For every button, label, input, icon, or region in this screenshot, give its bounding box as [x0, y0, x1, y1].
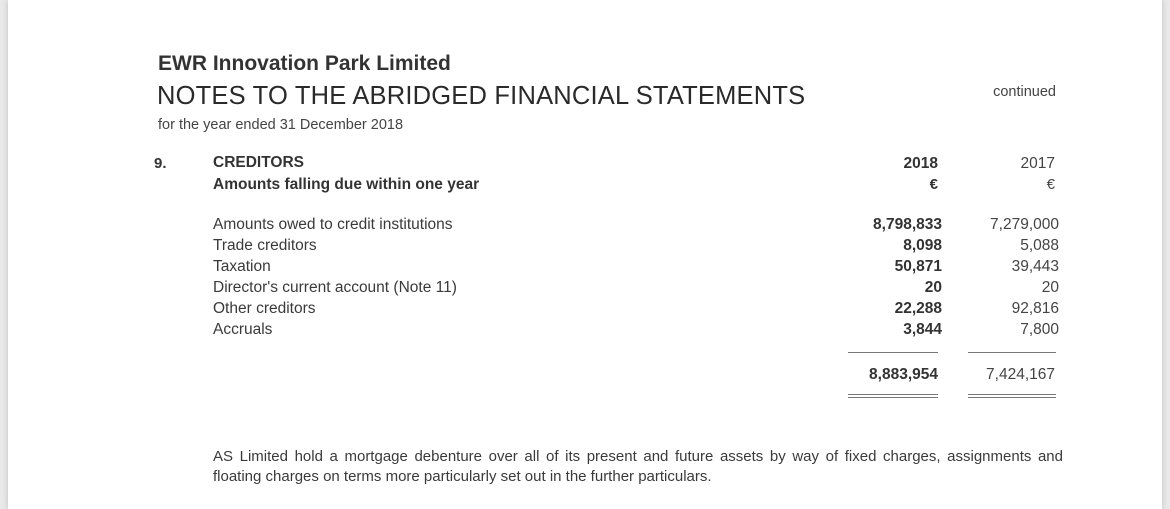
- table-row: [213, 300, 1073, 321]
- table-row: [213, 237, 1073, 258]
- row-value-current: 22,288: [894, 300, 942, 317]
- total-prior: 7,424,167: [986, 366, 1055, 383]
- row-value-current: 8,798,833: [873, 216, 942, 233]
- row-value-prior: 92,816: [1011, 300, 1059, 317]
- document-title: NOTES TO THE ABRIDGED FINANCIAL STATEMENTS: [157, 82, 806, 110]
- table-row: [213, 216, 1073, 237]
- row-value-prior: 5,088: [1020, 237, 1059, 254]
- table-row: [213, 258, 1073, 279]
- row-label: Amounts owed to credit institutions: [213, 216, 453, 233]
- row-value-current: 3,844: [903, 321, 942, 338]
- row-value-prior: 7,279,000: [990, 216, 1059, 233]
- currency-current: €: [929, 176, 938, 193]
- row-label: Taxation: [213, 258, 271, 275]
- document-page: [8, 0, 1162, 509]
- section-title: CREDITORS: [213, 154, 305, 171]
- row-label: Accruals: [213, 321, 273, 338]
- table-row: [213, 279, 1073, 300]
- mortgage-footnote: AS Limited hold a mortgage debenture over all of its present and future assets by way of fixed charges, assignments and floating charges on terms more particularly set out in the further particulars.: [213, 448, 1063, 485]
- currency-prior: €: [1046, 176, 1055, 193]
- subtotal-rule-prior: [968, 352, 1056, 353]
- total-double-rule-prior-bottom: [968, 397, 1056, 398]
- row-value-current: 20: [924, 279, 942, 296]
- total-double-rule-prior-top: [968, 394, 1056, 395]
- row-value-prior: 7,800: [1020, 321, 1059, 338]
- row-value-prior: 20: [1041, 279, 1059, 296]
- row-value-current: 50,871: [894, 258, 942, 275]
- row-value-prior: 39,443: [1011, 258, 1059, 275]
- note-number: 9.: [154, 155, 167, 172]
- row-label: Other creditors: [213, 300, 316, 317]
- company-name: EWR Innovation Park Limited: [158, 52, 451, 75]
- total-double-rule-current-top: [848, 394, 938, 395]
- continued-label: continued: [993, 84, 1056, 100]
- column-header-current-year: 2018: [903, 155, 938, 172]
- creditors-table: [213, 216, 1073, 342]
- section-subtitle: Amounts falling due within one year: [213, 176, 480, 193]
- total-double-rule-current-bottom: [848, 397, 938, 398]
- row-value-current: 8,098: [903, 237, 942, 254]
- subtotal-rule-current: [848, 352, 938, 353]
- row-label: Trade creditors: [213, 237, 317, 254]
- table-row: [213, 321, 1073, 342]
- total-current: 8,883,954: [869, 366, 938, 383]
- column-header-prior-year: 2017: [1020, 155, 1055, 172]
- reporting-period: for the year ended 31 December 2018: [158, 117, 404, 133]
- row-label: Director's current account (Note 11): [213, 279, 457, 296]
